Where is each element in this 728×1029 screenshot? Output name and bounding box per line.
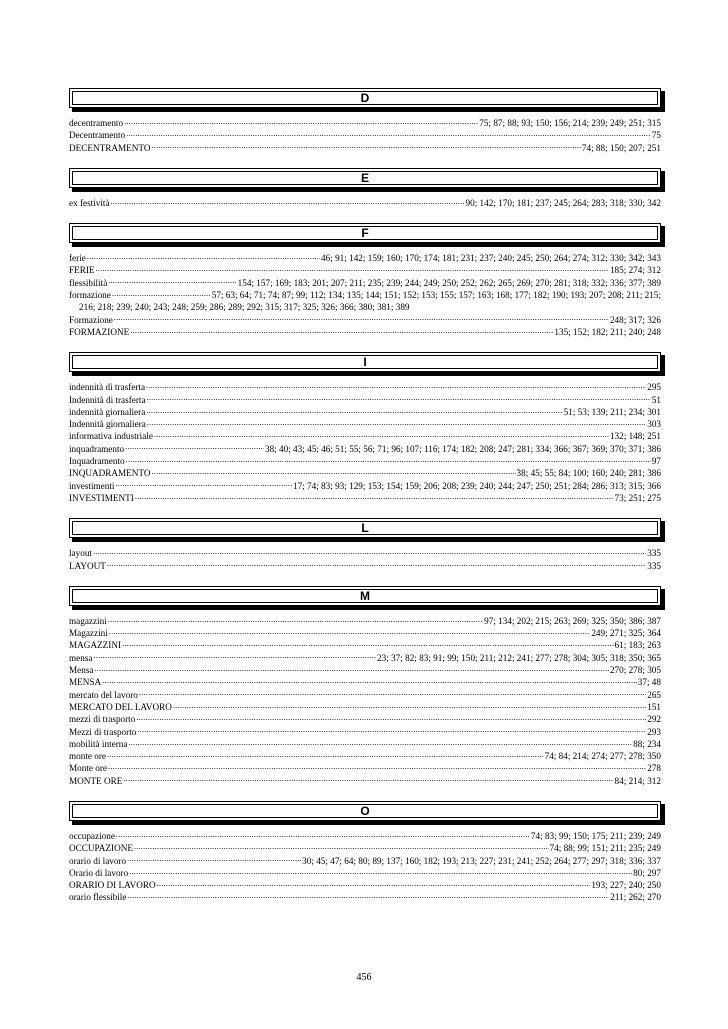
- dot-leader: [102, 676, 637, 685]
- dot-leader: [152, 142, 581, 151]
- index-entry: [69, 689, 661, 701]
- section-letter: E: [360, 170, 369, 185]
- index-section-m: [69, 586, 661, 787]
- dot-leader: [107, 750, 544, 759]
- index-term: Indennità di trasferta: [69, 394, 146, 405]
- section-letter: F: [361, 226, 369, 241]
- index-entry: [69, 867, 661, 879]
- page-references: 292: [647, 714, 661, 725]
- dot-leader: [129, 867, 632, 876]
- index-term: Magazzini: [69, 628, 108, 639]
- index-entry: [69, 480, 661, 492]
- index-term: decentramento: [69, 118, 124, 128]
- index-term: INQUADRAMENTO: [69, 468, 151, 479]
- index-entry: [69, 406, 661, 418]
- dot-leader: [127, 891, 609, 900]
- page-references: 74; 83; 99; 150; 175; 211; 239; 249: [530, 830, 661, 841]
- section-letter: O: [360, 803, 370, 818]
- index-entry: [69, 117, 661, 129]
- page-number: 456: [356, 972, 372, 983]
- page-references: 248; 317; 326: [609, 314, 661, 325]
- section-header: [69, 801, 661, 821]
- page-references-continued: 216; 218; 239; 240; 243; 248; 259; 286; 289; 292; 315; 317; 325; 326; 366; 380; 381; 389: [79, 302, 410, 313]
- section-header: [69, 352, 661, 372]
- page-references: 57; 63; 64; 71; 74; 87; 99; 112; 134; 135; 144; 151; 152; 153; 155; 157; 163; 168; 177; 182; 190; 193; 207; 208; 211; 215;: [211, 290, 661, 301]
- index-section-i: [69, 352, 661, 504]
- page-references: 293: [647, 726, 661, 737]
- index-term: DECENTRAMENTO: [69, 142, 151, 153]
- index-entry: [69, 639, 661, 651]
- index-term: MAGAZZINI: [69, 640, 122, 651]
- index-entry: [69, 738, 661, 750]
- index-entry: [69, 418, 661, 430]
- section-header: [69, 168, 661, 188]
- index-term: Formazione: [69, 314, 113, 325]
- index-term: mercato del lavoro: [69, 689, 138, 700]
- page-references: 154; 157; 169; 183; 201; 207; 211; 235; 239; 244; 249; 250; 252; 262; 265; 269; 270; 281; 318; 332; 336; 377; 389: [237, 277, 661, 288]
- dot-leader: [112, 289, 211, 298]
- page-references: 211; 262; 270: [610, 892, 661, 903]
- dot-leader: [135, 492, 614, 501]
- page-references: 295: [647, 382, 661, 393]
- index-entry: [69, 842, 661, 854]
- dot-leader: [127, 855, 301, 864]
- page-references: 303: [647, 419, 661, 430]
- index-term: LAYOUT: [69, 560, 106, 571]
- page-references: 74; 84; 214; 274; 277; 278; 350: [544, 751, 661, 762]
- index-entry: [69, 627, 661, 639]
- index-term: monte ore: [69, 751, 106, 762]
- page-references: 135; 152; 182; 211; 240; 248: [554, 326, 661, 337]
- index-entry: [69, 830, 661, 842]
- index-entry: [69, 560, 661, 572]
- index-entry: [69, 381, 661, 393]
- page-references: 270; 278; 305: [609, 665, 661, 676]
- index-term: occupazione: [69, 830, 115, 841]
- dot-leader: [107, 560, 646, 569]
- dot-leader: [122, 639, 613, 648]
- page-references: 38; 45; 55; 84; 100; 160; 240; 281; 386: [516, 468, 661, 479]
- page-references: 132; 148; 251: [609, 431, 661, 442]
- index-entry: [69, 750, 661, 762]
- index-term: FERIE: [69, 265, 95, 276]
- index-term: FORMAZIONE: [69, 326, 130, 337]
- index-entry: [69, 289, 661, 314]
- page-references: 73; 251; 275: [614, 492, 661, 503]
- page-references: 38; 40; 43; 45; 46; 51; 55; 56; 71; 96; 107; 116; 174; 182; 208; 247; 281; 334; 366; 367; 369; 370; 371; 386: [264, 443, 661, 454]
- index-entry: [69, 615, 661, 627]
- index-entry: [69, 264, 661, 276]
- page-references: 265: [647, 689, 661, 700]
- dot-leader: [108, 762, 646, 771]
- index-entry: [69, 879, 661, 891]
- page-references: 75; 87; 88; 93; 150; 156; 214; 239; 249; 251; 315: [479, 118, 661, 128]
- index-term: mobilità interna: [69, 738, 128, 749]
- index-term: ferie: [69, 253, 86, 264]
- section-header: [69, 586, 661, 606]
- index-entry: [69, 197, 661, 209]
- index-entry: [69, 713, 661, 725]
- index-entry: [69, 726, 661, 738]
- index-entry: [69, 547, 661, 559]
- page-references: 74; 88; 99; 151; 211; 235; 249: [549, 843, 661, 854]
- index-term: flessibilità: [69, 277, 108, 288]
- dot-leader: [93, 547, 646, 556]
- index-term: formazione: [69, 290, 111, 301]
- page-references: 80; 297: [633, 867, 661, 878]
- index-entry: [69, 855, 661, 867]
- dot-leader: [123, 775, 613, 784]
- page-references: 335: [647, 560, 661, 571]
- index-entry: [69, 492, 661, 504]
- dot-leader: [139, 689, 646, 698]
- index-term: orario flessibile: [69, 892, 127, 903]
- index-entry: [69, 430, 661, 442]
- index-term: Inquadramento: [69, 456, 125, 467]
- index-term: OCCUPAZIONE: [69, 843, 133, 854]
- dot-leader: [154, 430, 609, 439]
- index-term: investimenti: [69, 480, 115, 491]
- index-term: inquadramento: [69, 443, 125, 454]
- index-term: ORARIO DI LAVORO: [69, 880, 156, 891]
- section-header: [69, 223, 661, 243]
- index-section-l: [69, 518, 661, 572]
- page-references: 51; 53; 139; 211; 234; 301: [563, 406, 661, 417]
- index-page: [69, 88, 661, 918]
- dot-leader: [147, 418, 646, 427]
- index-entry: [69, 701, 661, 713]
- dot-leader: [146, 381, 646, 390]
- index-entry: [69, 467, 661, 479]
- index-term: Mensa: [69, 665, 94, 676]
- dot-leader: [126, 129, 651, 138]
- page-references: 90; 142; 170; 181; 237; 245; 264; 283; 318; 330; 342: [465, 197, 661, 208]
- index-term: magazzini: [69, 615, 107, 626]
- index-term: orario di lavoro: [69, 855, 127, 866]
- dot-leader: [130, 326, 553, 335]
- dot-leader: [108, 277, 236, 286]
- page-references: 30; 45; 47; 64; 80; 89; 137; 160; 182; 193; 213; 227; 231; 241; 252; 264; 277; 297; 318; 336; 337: [302, 855, 661, 866]
- dot-leader: [95, 664, 609, 673]
- page-references: 23; 37; 82; 83; 91; 99; 150; 211; 212; 241; 277; 278; 304; 305; 318; 350; 365: [377, 652, 661, 663]
- index-term: Indennità giornaliera: [69, 419, 146, 430]
- page-references: 51: [651, 394, 661, 405]
- page-references: 74; 88; 150; 207; 251: [581, 142, 661, 153]
- dot-leader: [128, 738, 632, 747]
- page-references: 46; 91; 142; 159; 160; 170; 174; 181; 231; 237; 240; 245; 250; 264; 274; 312; 330; 342; 343: [321, 253, 661, 264]
- index-term: Mezzi di trasporto: [69, 726, 137, 737]
- dot-leader: [136, 713, 646, 722]
- dot-leader: [93, 652, 376, 661]
- index-entry: [69, 277, 661, 289]
- page-references: 37; 48: [637, 677, 661, 688]
- index-term: indennità di trasferta: [69, 382, 146, 393]
- dot-leader: [137, 726, 646, 735]
- section-header: [69, 88, 661, 108]
- dot-leader: [134, 842, 549, 851]
- section-letter: L: [361, 521, 369, 536]
- index-section-e: [69, 168, 661, 209]
- dot-leader: [124, 117, 478, 126]
- section-letter: M: [360, 588, 370, 603]
- index-entry: [69, 775, 661, 787]
- index-term: Orario di lavoro: [69, 867, 129, 878]
- page-references: 97: [651, 456, 661, 467]
- index-term: INVESTIMENTI: [69, 492, 134, 503]
- section-letter: I: [363, 355, 367, 370]
- page-references: 278: [647, 763, 661, 774]
- page-references: 84; 214; 312: [614, 775, 661, 786]
- index-term: Monte ore: [69, 763, 108, 774]
- index-section-f: [69, 223, 661, 338]
- index-term: MENSA: [69, 677, 102, 688]
- index-entry: [69, 891, 661, 903]
- dot-leader: [173, 701, 646, 710]
- section-letter: D: [360, 91, 370, 105]
- page-references: 88; 234: [633, 738, 661, 749]
- page-references: 75: [651, 130, 661, 141]
- index-entry: [69, 664, 661, 676]
- dot-leader: [111, 197, 465, 206]
- dot-leader: [146, 406, 562, 415]
- index-entry: [69, 455, 661, 467]
- index-entry: [69, 129, 661, 141]
- page-references: 185; 274; 312: [609, 265, 661, 276]
- dot-leader: [109, 627, 591, 636]
- dot-leader: [108, 615, 483, 624]
- index-entry: [69, 394, 661, 406]
- dot-leader: [157, 879, 591, 888]
- index-term: indennità giornaliera: [69, 406, 146, 417]
- index-entry: [69, 252, 661, 264]
- page-references: 151: [647, 701, 661, 712]
- dot-leader: [87, 252, 320, 261]
- section-header: [69, 518, 661, 538]
- dot-leader: [125, 443, 264, 452]
- index-term: ex festività: [69, 197, 110, 208]
- index-entry: [69, 676, 661, 688]
- page-references: 61; 183; 263: [614, 640, 661, 651]
- index-term: mensa: [69, 652, 93, 663]
- dot-leader: [126, 455, 651, 464]
- index-entry: [69, 326, 661, 338]
- index-term: MONTE ORE: [69, 775, 123, 786]
- index-entry: [69, 314, 661, 326]
- dot-leader: [152, 467, 516, 476]
- dot-leader: [115, 480, 292, 489]
- index-entry: [69, 443, 661, 455]
- index-term: layout: [69, 548, 92, 559]
- index-entry: [69, 762, 661, 774]
- dot-leader: [114, 314, 609, 323]
- index-entry: [69, 142, 661, 154]
- index-section-d: [69, 88, 661, 154]
- dot-leader: [147, 394, 651, 403]
- dot-leader: [96, 264, 609, 273]
- dot-leader: [116, 830, 530, 839]
- index-term: mezzi di trasporto: [69, 714, 136, 725]
- index-term: Decentramento: [69, 130, 126, 141]
- index-term: informativa industriale: [69, 431, 153, 442]
- page-references: 17; 74; 83; 93; 129; 153; 154; 159; 206; 208; 239; 240; 244; 247; 250; 251; 284; 286; 313; 315; 366: [292, 480, 661, 491]
- page-references: 249; 271; 325; 364: [591, 628, 661, 639]
- page-references: 97; 134; 202; 215; 263; 269; 325; 350; 386; 387: [484, 615, 661, 626]
- index-section-o: [69, 801, 661, 904]
- page-references: 335: [647, 548, 661, 559]
- page-references: 193; 227; 240; 250: [591, 880, 661, 891]
- index-term: MERCATO DEL LAVORO: [69, 701, 172, 712]
- index-entry: [69, 652, 661, 664]
